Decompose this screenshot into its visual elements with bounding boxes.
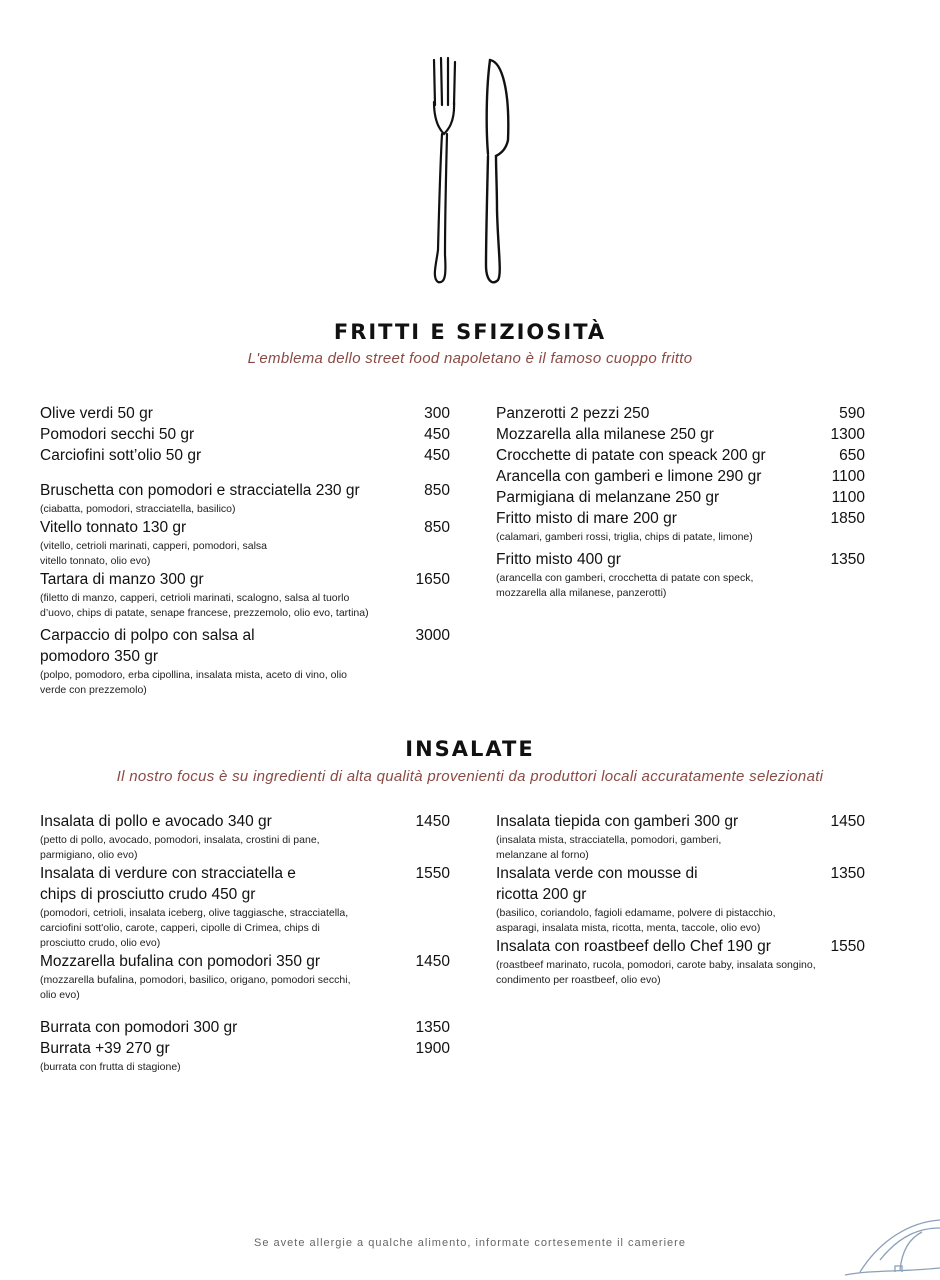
item-name: Burrata +39 270 gr [40, 1040, 170, 1057]
item-name: Fritto misto 400 gr [496, 551, 621, 568]
item-price: 850 [424, 519, 450, 536]
item-description: (polpo, pomodoro, erba cipollina, insalata mista, aceto di vino, olio verde con prezzemolo) [40, 669, 348, 696]
item-description: (mozzarella bufalina, pomodori, basilico, origano, pomodori secchi, olio evo) [40, 974, 351, 1001]
item-name: Insalata di verdure con stracciatella e chips di prosciutto crudo 450 gr [40, 865, 296, 903]
section-subtitle-insalate: Il nostro focus è su ingredienti di alta qualità provenienti da produttori locali accuratamente selezionati [116, 768, 824, 785]
item-name: Bruschetta con pomodori e stracciatella 230 gr [40, 482, 360, 499]
item-price: 450 [424, 447, 450, 464]
item-price: 300 [424, 405, 450, 422]
item-name: Panzerotti 2 pezzi 250 [496, 405, 650, 422]
item-name: Vitello tonnato 130 gr [40, 519, 187, 536]
item-name: Carpaccio di polpo con salsa al pomodoro 350 gr [40, 627, 255, 665]
item-description: (arancella con gamberi, crocchetta di patate con speck, mozzarella alla milanese, panzerotti) [496, 572, 754, 599]
item-price: 1300 [830, 426, 865, 443]
menu-item [40, 517, 450, 569]
item-name: Insalata tiepida con gamberi 300 gr [496, 813, 739, 830]
item-name: Mozzarella bufalina con pomodori 350 gr [40, 953, 321, 970]
menu-item [496, 549, 865, 601]
menu-item [496, 863, 865, 936]
item-name: Carciofini sott’olio 50 gr [40, 447, 202, 464]
menu-item [40, 1038, 450, 1075]
item-name: Pomodori secchi 50 gr [40, 426, 195, 443]
item-name: Tartara di manzo 300 gr [40, 571, 204, 588]
fritti-right-column [496, 403, 865, 601]
item-description: (filetto di manzo, capperi, cetrioli marinati, scalogno, salsa al tuorlo d’uovo, chips di patate, senape francese, prezzemolo, olio evo, tartina) [40, 592, 369, 619]
item-description: (petto di pollo, avocado, pomodori, insalata, crostini di pane, parmigiano, olio evo) [40, 834, 320, 861]
menu-item [40, 863, 450, 951]
menu-item [496, 403, 865, 424]
corner-logo-icon [840, 1200, 940, 1280]
item-description: (calamari, gamberi rossi, triglia, chips di patate, limone) [496, 531, 753, 543]
item-name: Burrata con pomodori 300 gr [40, 1019, 238, 1036]
item-price: 450 [424, 426, 450, 443]
item-description: (burrata con frutta di stagione) [40, 1061, 181, 1073]
cutlery-illustration [420, 50, 520, 290]
menu-item [496, 445, 865, 466]
item-description: (pomodori, cetrioli, insalata iceberg, olive taggiasche, stracciatella, carciofini sott'olio, carote, capperi, cipolle di Crimea, chips di prosciutto crudo, olio evo) [40, 907, 349, 949]
allergy-notice: Se avete allergie a qualche alimento, informate cortesemente il cameriere [254, 1237, 686, 1249]
section-subtitle-fritti: L'emblema dello street food napoletano è il famoso cuoppo fritto [247, 350, 693, 367]
knife-icon [486, 60, 508, 282]
section-title-fritti: FRITTI E SFIZIOSITÀ [333, 320, 607, 344]
item-description: (vitello, cetrioli marinati, capperi, pomodori, salsa vitello tonnato, olio evo) [40, 540, 268, 567]
menu-item [40, 403, 450, 424]
item-price: 1850 [830, 510, 865, 527]
menu-item [40, 811, 450, 863]
menu-item [40, 424, 450, 445]
menu-item [40, 625, 450, 698]
menu-item [496, 487, 865, 508]
insalate-left-column [40, 811, 450, 1075]
item-name: Olive verdi 50 gr [40, 405, 153, 422]
menu-item [40, 445, 450, 466]
menu-item [40, 569, 450, 621]
menu-item [496, 936, 865, 988]
fritti-left-column [40, 403, 450, 698]
item-price: 1350 [830, 865, 865, 882]
menu-item [496, 811, 865, 863]
item-price: 590 [839, 405, 865, 422]
item-name: Parmigiana di melanzane 250 gr [496, 489, 720, 506]
item-price: 850 [424, 482, 450, 499]
item-name: Mozzarella alla milanese 250 gr [496, 426, 714, 443]
item-price: 1550 [415, 865, 450, 882]
item-price: 1450 [415, 953, 450, 970]
insalate-right-column [496, 811, 865, 988]
item-price: 1450 [415, 813, 450, 830]
item-price: 1100 [831, 489, 865, 506]
item-name: Insalata con roastbeef dello Chef 190 gr [496, 938, 771, 955]
item-price: 1350 [830, 551, 865, 568]
item-name: Crocchette di patate con speack 200 gr [496, 447, 766, 464]
item-description: (insalata mista, stracciatella, pomodori, gamberi, melanzane al forno) [496, 834, 722, 861]
item-name: Fritto misto di mare 200 gr [496, 510, 677, 527]
item-price: 1550 [830, 938, 865, 955]
item-price: 1450 [830, 813, 865, 830]
menu-item [40, 951, 450, 1003]
item-price: 3000 [415, 627, 450, 644]
menu-item [496, 508, 865, 545]
item-name: Insalata verde con mousse di ricotta 200 gr [496, 865, 698, 903]
menu-item [496, 424, 865, 445]
menu-item [40, 1017, 450, 1038]
item-description: (ciabatta, pomodori, stracciatella, basilico) [40, 503, 236, 515]
menu-item [40, 480, 450, 517]
item-name: Arancella con gamberi e limone 290 gr [496, 468, 762, 485]
menu-item [496, 466, 865, 487]
item-price: 1900 [415, 1040, 450, 1057]
item-price: 650 [839, 447, 865, 464]
item-description: (roastbeef marinato, rucola, pomodori, carote baby, insalata songino, condimento per roastbeef, olio evo) [496, 959, 816, 986]
item-price: 1350 [415, 1019, 450, 1036]
item-name: Insalata di pollo e avocado 340 gr [40, 813, 272, 830]
item-price: 1100 [831, 468, 865, 485]
fork-icon [434, 58, 455, 282]
item-description: (basilico, coriandolo, fagioli edamame, polvere di pistacchio, asparagi, insalata mista, ricotta, menta, taccole, olio evo) [496, 907, 776, 934]
section-title-insalate: INSALATE [405, 737, 535, 761]
item-price: 1650 [415, 571, 450, 588]
